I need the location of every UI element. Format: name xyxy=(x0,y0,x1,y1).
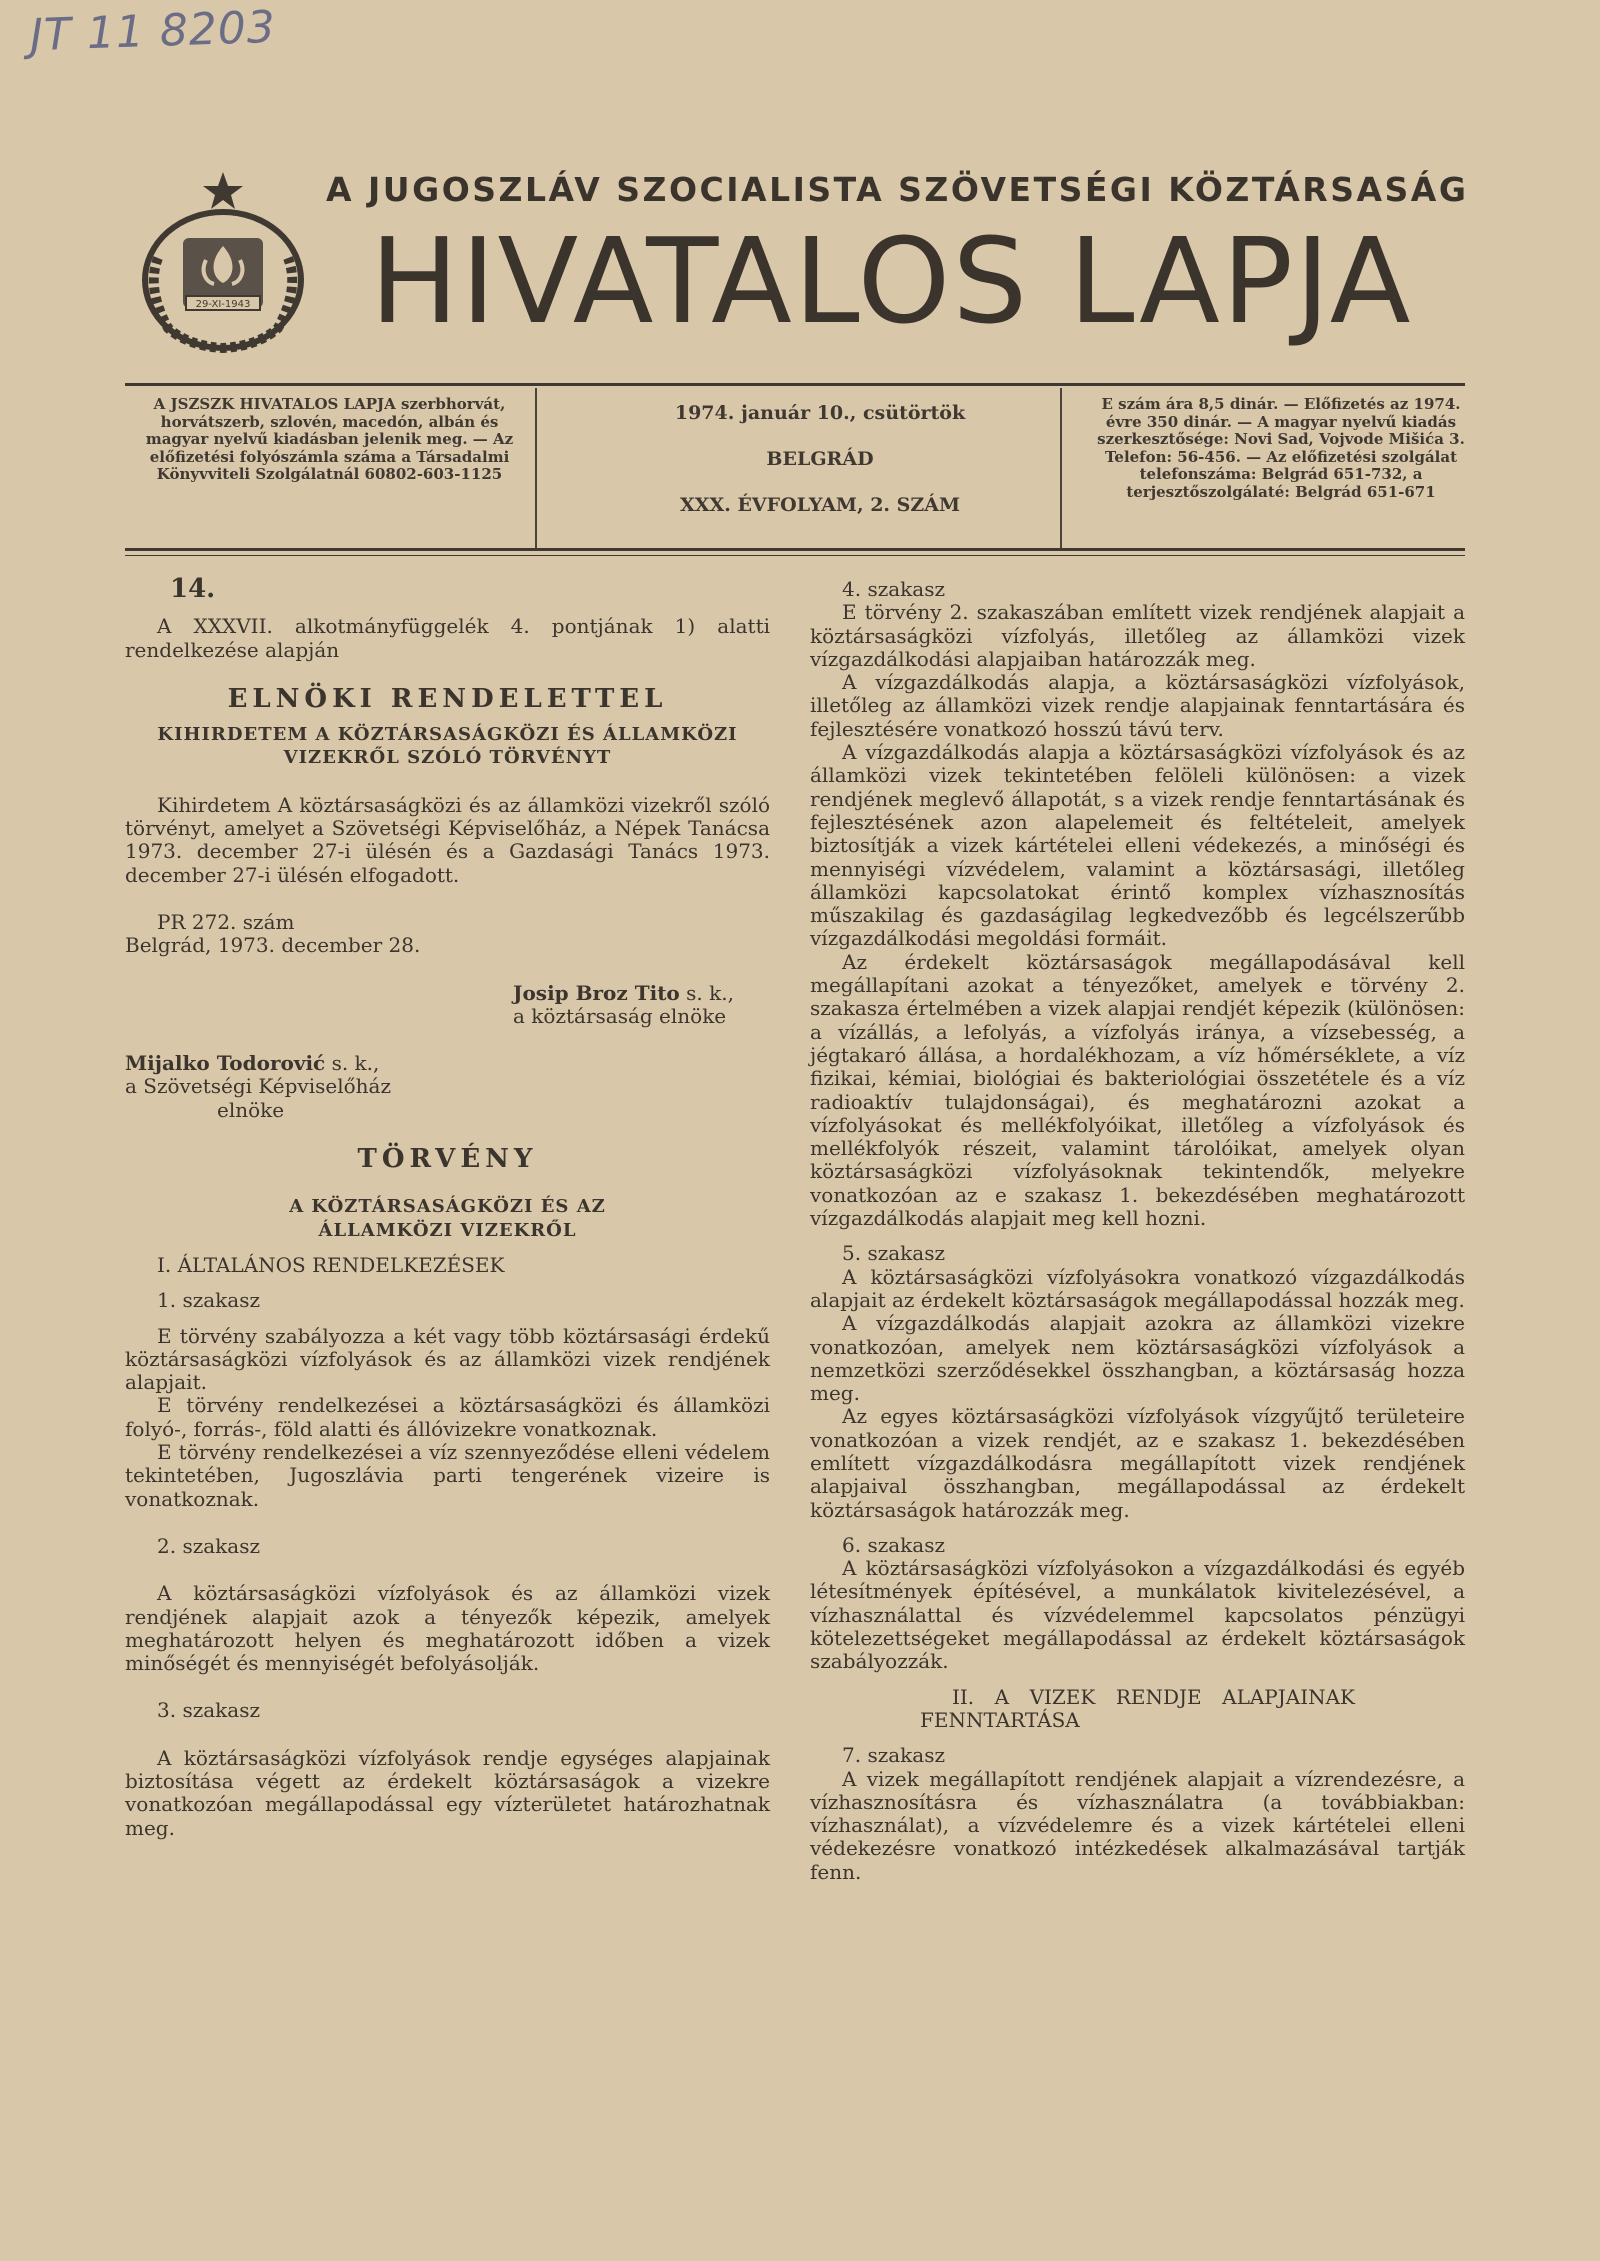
section-7-heading: 7. szakasz xyxy=(842,1743,946,1768)
right-column xyxy=(810,578,1465,1884)
signer-1-suffix: s. k., xyxy=(679,980,734,1005)
signer-2-suffix: s. k., xyxy=(325,1051,380,1076)
header-right-text: E szám ára 8,5 dinár. — Előfizetés az 1974. évre 350 dinár. — A magyar nyelvű kiadás szerkesztősége: Novi Sad, Vojvode Mišića 3. Telefon: 56-456. — Az előfizetési szolgálat telefonszáma: Belgrád 651-732, a terjesztőszolgálaté: Belgrád 651-671 xyxy=(1097,395,1465,501)
chapter-2-heading: II. A VIZEK RENDJE ALAPJAINAK FENNTARTÁSA xyxy=(920,1684,1355,1732)
signer-1-title: a köztársaság elnöke xyxy=(513,1003,727,1028)
left-column xyxy=(125,574,770,1840)
masthead-title: HIVATALOS LAPJA xyxy=(370,212,1413,350)
header-info-box xyxy=(125,388,1465,548)
header-middle xyxy=(545,390,1095,528)
section-5-paragraph-1: A köztársaságközi vízfolyásokra vonatkozó vízgazdálkodás alapjait az érdekelt köztársaságok megállapodással hozzák meg. xyxy=(810,1264,1465,1312)
signer-2-title-2: elnöke xyxy=(217,1097,285,1122)
handwritten-note: JT 11 8203 xyxy=(29,1,277,62)
signer-2-title-1: a Szövetségi Képviselőház xyxy=(125,1074,392,1099)
header-bottom-rule xyxy=(125,548,1465,551)
section-4-paragraph-1: E törvény 2. szakaszában említett vizek rendjének alapjait a köztársaságközi vízfolyás, illetőleg az államközi vizek vízgazdálkodási alapjaiban határozzák meg. xyxy=(810,600,1465,671)
issue-date: 1974. január 10., csütörtök xyxy=(674,402,966,424)
header-bottom-rule-thin xyxy=(125,555,1465,556)
law-heading: TÖRVÉNY xyxy=(357,1144,538,1175)
header-left-text: A JSZSZK HIVATALOS LAPJA szerbhorvát, horvátszerb, szlovén, macedón, albán és magyar nyelvű kiadásban jelenik meg. — Az előfizetési folyószámla száma a Társadalmi Könyvviteli Szolgálatnál 60802-603-1125 xyxy=(145,395,514,483)
section-1-heading: 1. szakasz xyxy=(157,1288,261,1313)
section-3-paragraph-1: A köztársaságközi vízfolyások rendje egységes alapjainak biztosítása végett az érdekelt köztársaságok a vizekre vonatkozóan megállapodással egy vízterületet határozhatnak meg. xyxy=(125,1745,770,1840)
section-1-paragraph-1: E törvény szabályozza a két vagy több köztársasági érdekű köztársaságközi vízfolyások és az államközi vizek rendjének alapjait. xyxy=(125,1323,770,1395)
proclamation-title: KIHIRDETEM A KÖZTÁRSASÁGKÖZI ÉS ÁLLAMKÖZI VIZEKRŐL SZÓLÓ TÖRVÉNYT xyxy=(157,724,738,769)
section-7-paragraph-1: A vizek megállapított rendjének alapjait a vízrendezésre, a vízhasznosításra és vízhasználatra (a továbbiakban: vízhasználat), a vízvédelemre és a vizek kártételei elleni védekezésre vonatkozó intézkedések alkalmazásával tartják fenn. xyxy=(810,1766,1465,1884)
section-4-paragraph-4: Az érdekelt köztársaságok megállapodásával kell megállapítani azokat a tényezőket, amelyek e törvény 2. szakasza értelmében a vizek alapjai rendjét képezik (különösen: a vízállás, a lefolyás, a vízfolyás iránya, a vízsebesség, a jégtakaró állása, a hordalékhozam, a víz hőmérséklete, a víz fizikai, kémiai, biológiai és bakteriológiai összetétele és a víz radioaktív tulajdonságai), és meghatározni azokat a vízfolyásokat és mellékfolyóikat, illetőleg a vízfolyások és mellékfolyók részeit, valamint tárolóikat, amelyek olyan köztársaságközi vízfolyásoknak tekintendők, melyekre vonatkozóan az e szakasz 1. bekezdésében meghatározott vízgazdálkodás alapjait meg kell hozni. xyxy=(810,949,1465,1231)
signer-2 xyxy=(125,1052,770,1075)
section-1-paragraph-3: E törvény rendelkezései a víz szennyeződése elleni védelem tekintetében, Jugoszlávia parti tengerének vizeire is vonatkoznak. xyxy=(125,1440,770,1511)
decree-heading: ELNÖKI RENDELETTEL xyxy=(227,683,668,714)
issue-city: BELGRÁD xyxy=(766,448,874,470)
section-4-paragraph-3: A vízgazdálkodás alapja a köztársaságközi vízfolyások és az államközi vizek tekintetében felöleli különösen: a vizek rendjének meglevő állapotát, s a vizek rendje fenntartásának és fejlesztésének azon alapelemeit és feltételeit, amelyek biztosítják a vizek kártételei elleni védekezés, a minőségi és mennyiségi vízvédelem, valamint a köztársasági, illetőleg államközi kapcsolatokat érintő komplex vízhasznosítás műszakilag és gazdaságilag legkedvezőbb és legcélszerűbb vízgazdálkodási megoldási formáit. xyxy=(810,740,1465,951)
section-5-paragraph-3: Az egyes köztársaságközi vízfolyások vízgyűjtő területeire vonatkozóan a vizek rendjét, az e szakasz 1. bekezdésében említett vízgazdálkodásra megállapított vizek rendjének alapjaival összhangban, megállapodással az érdekelt köztársaságok határozzák meg. xyxy=(810,1404,1465,1522)
state-emblem-icon xyxy=(128,168,318,358)
signer-1-name: Josip Broz Tito xyxy=(513,980,680,1005)
issue-volume: XXX. ÉVFOLYAM, 2. SZÁM xyxy=(679,494,961,516)
section-4-heading: 4. szakasz xyxy=(842,577,946,601)
law-title: A KÖZTÁRSASÁGKÖZI ÉS AZ ÁLLAMKÖZI VIZEKRŐL xyxy=(289,1196,606,1241)
header-top-rule xyxy=(125,383,1465,386)
header-divider xyxy=(535,388,537,548)
section-5-heading: 5. szakasz xyxy=(842,1241,946,1266)
pr-number: PR 272. szám xyxy=(157,909,295,934)
section-1-paragraph-2: E törvény rendelkezései a köztársaságközi és államközi folyó-, forrás-, föld alatti és állóvizekre vonatkoznak. xyxy=(125,1393,770,1441)
chapter-1-heading: I. ÁLTALÁNOS RENDELKEZÉSEK xyxy=(157,1252,505,1277)
intro-text: A XXXVII. alkotmányfüggelék 4. pontjának 1) alatti rendelkezése alapján xyxy=(125,614,770,662)
signer-1 xyxy=(125,982,770,1005)
act-number: 14. xyxy=(170,574,216,604)
section-2-paragraph-1: A köztársaságközi vízfolyások és az államközi vizek rendjének alapjait azok a tényezők képezik, amelyek meghatározott helyen és meghatározott időben a vizek minőségét és mennyiségét befolyásolják. xyxy=(125,1581,770,1676)
masthead-top-title: A JUGOSZLÁV SZOCIALISTA SZÖVETSÉGI KÖZTÁRSASÁG xyxy=(326,170,1469,209)
section-2-heading: 2. szakasz xyxy=(157,1533,261,1558)
proclamation-text: Kihirdetem A köztársaságközi és az államközi vizekről szóló törvényt, amelyet a Szövetségi Képviselőház, a Népek Tanácsa 1973. december 27-i ülésén és a Gazdasági Tanács 1973. december 27-i ülésén elfogadott. xyxy=(125,792,770,887)
section-3-heading: 3. szakasz xyxy=(157,1698,261,1723)
section-5-paragraph-2: A vízgazdálkodás alapjait azokra az államközi vizekre vonatkozóan, amelyek nem köztársaságközi vízfolyások a nemzetközi szerződésekkel összhangban, a köztársaság hozza meg. xyxy=(810,1311,1465,1406)
section-4-paragraph-2: A vízgazdálkodás alapja, a köztársaságközi vízfolyások, illetőleg az államközi vizek rendje alapjainak fenntartására és fejlesztésére vonatkozó hosszú távú terv. xyxy=(810,670,1465,741)
section-6-heading: 6. szakasz xyxy=(842,1532,946,1557)
place-date: Belgrád, 1973. december 28. xyxy=(125,933,421,958)
emblem-date: 29-XI-1943 xyxy=(195,299,251,310)
signer-2-name: Mijalko Todorović xyxy=(125,1051,326,1076)
header-divider xyxy=(1060,388,1062,548)
section-6-paragraph-1: A köztársaságközi vízfolyásokon a vízgazdálkodási és egyéb létesítmények építésével, a munkálatok kivitelezésével, a vízhasználattal és vízvédelemmel kapcsolatos pénzügyi kötelezettségeket megállapodással az érdekelt köztársaságok szabályozzák. xyxy=(810,1556,1465,1674)
